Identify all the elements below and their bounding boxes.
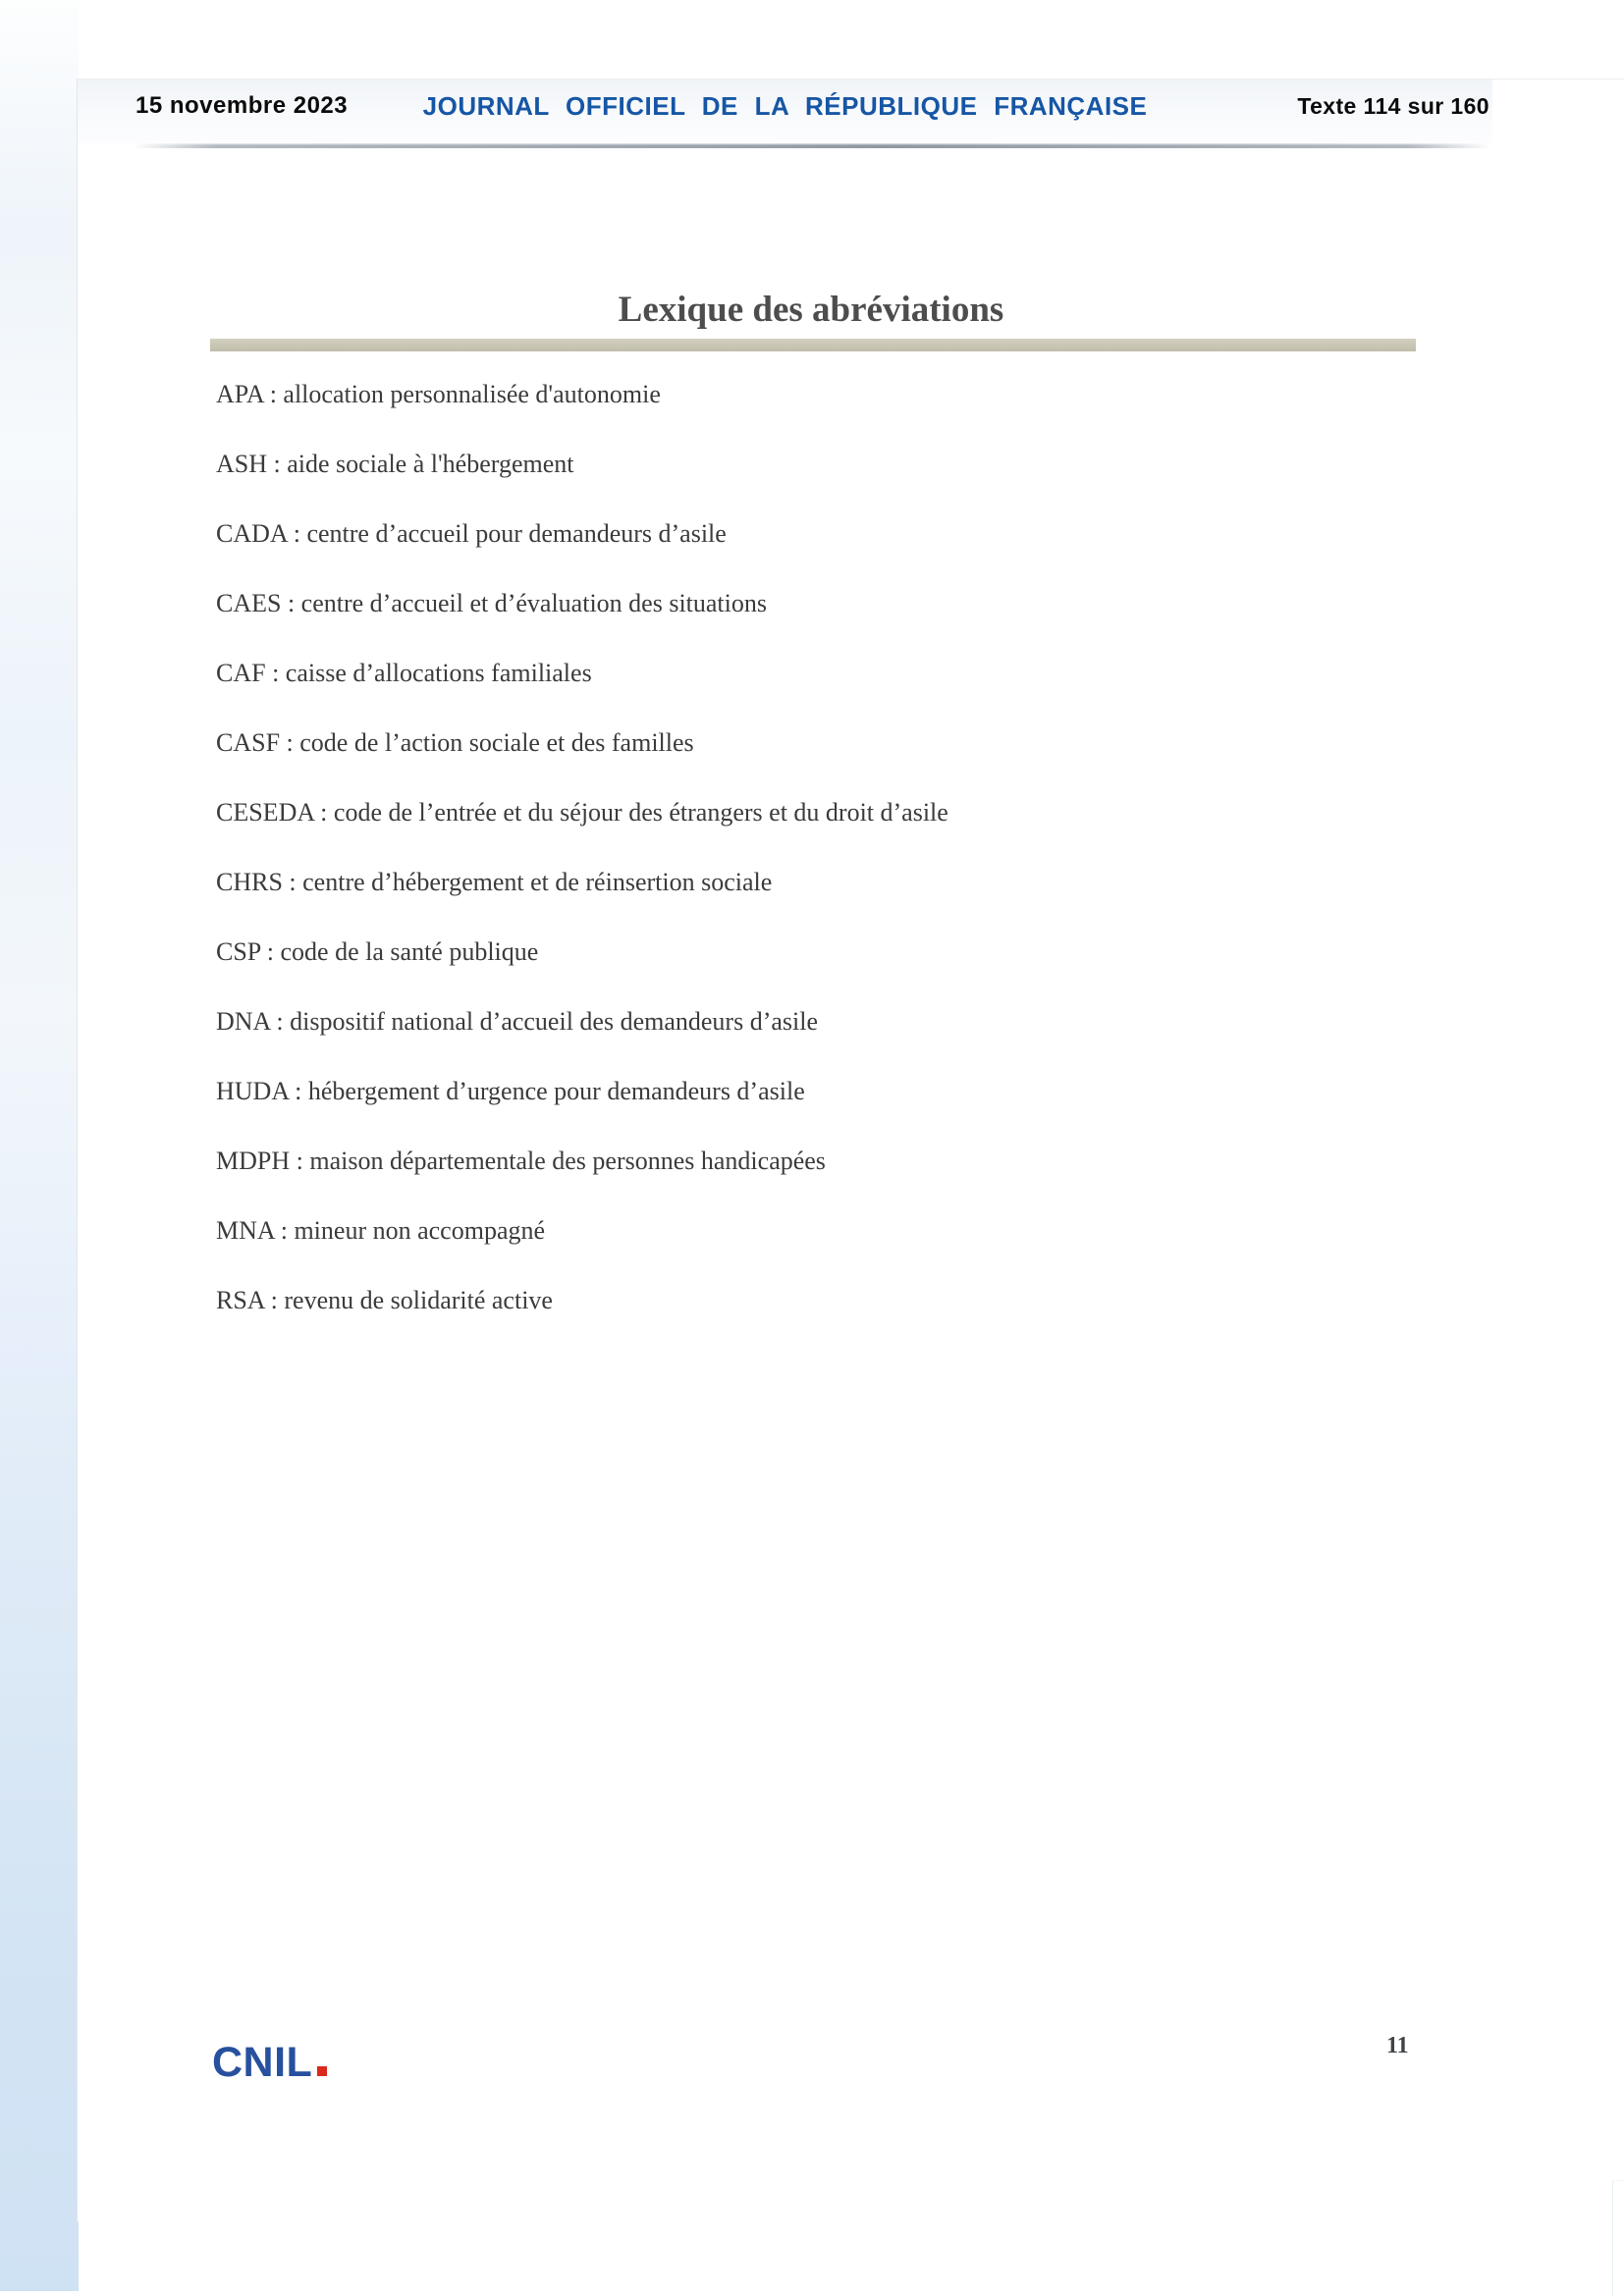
header-divider-rule — [134, 143, 1490, 148]
lexicon-entry: CASF : code de l’action sociale et des familles — [216, 728, 694, 757]
publication-date: 15 novembre 2023 — [135, 92, 349, 119]
lexicon-entry: MNA : mineur non accompagné — [216, 1216, 546, 1245]
lexicon-entry: CAF : caisse d’allocations familiales — [216, 659, 592, 687]
page-title-wrap — [207, 289, 1415, 331]
lexicon-entry: CAES : centre d’accueil et d’évaluation des situations — [216, 589, 767, 617]
lexicon-entry: RSA : revenu de solidarité active — [216, 1286, 553, 1314]
lexicon-entry: ASH : aide sociale à l'hébergement — [216, 450, 574, 478]
cnil-logo-red-dot-icon — [317, 2066, 327, 2076]
lexicon-entry: CADA : centre d’accueil pour demandeurs d’asile — [216, 519, 727, 548]
journal-header — [78, 80, 1492, 144]
scan-left-margin-band — [0, 0, 79, 2291]
cnil-logo-text: CNIL — [212, 2039, 313, 2086]
lexicon-entry: CHRS : centre d’hébergement et de réinsertion sociale — [216, 868, 773, 896]
lexicon-entry: HUDA : hébergement d’urgence pour demandeurs d’asile — [216, 1077, 805, 1105]
texte-reference: Texte 114 sur 160 — [1297, 93, 1489, 119]
scan-corner-artifact — [1612, 2180, 1624, 2296]
lexicon-entry: APA : allocation personnalisée d'autonomie — [216, 380, 661, 408]
lexicon-entry: CESEDA : code de l’entrée et du séjour des étrangers et du droit d’asile — [216, 798, 948, 827]
page-number: 11 — [1386, 2033, 1409, 2058]
document-page — [77, 79, 1624, 2221]
title-underline-bar — [210, 339, 1416, 351]
lexicon-entry: MDPH : maison départementale des personnes handicapées — [216, 1147, 826, 1175]
cnil-logo — [212, 2039, 327, 2087]
abbreviation-list — [216, 379, 948, 1315]
journal-title: JOURNAL OFFICIEL DE LA RÉPUBLIQUE FRANÇAISE — [422, 91, 1148, 121]
page-title: Lexique des abréviations — [618, 290, 1004, 330]
lexicon-entry: CSP : code de la santé publique — [216, 937, 539, 966]
lexicon-entry: DNA : dispositif national d’accueil des demandeurs d’asile — [216, 1007, 819, 1036]
